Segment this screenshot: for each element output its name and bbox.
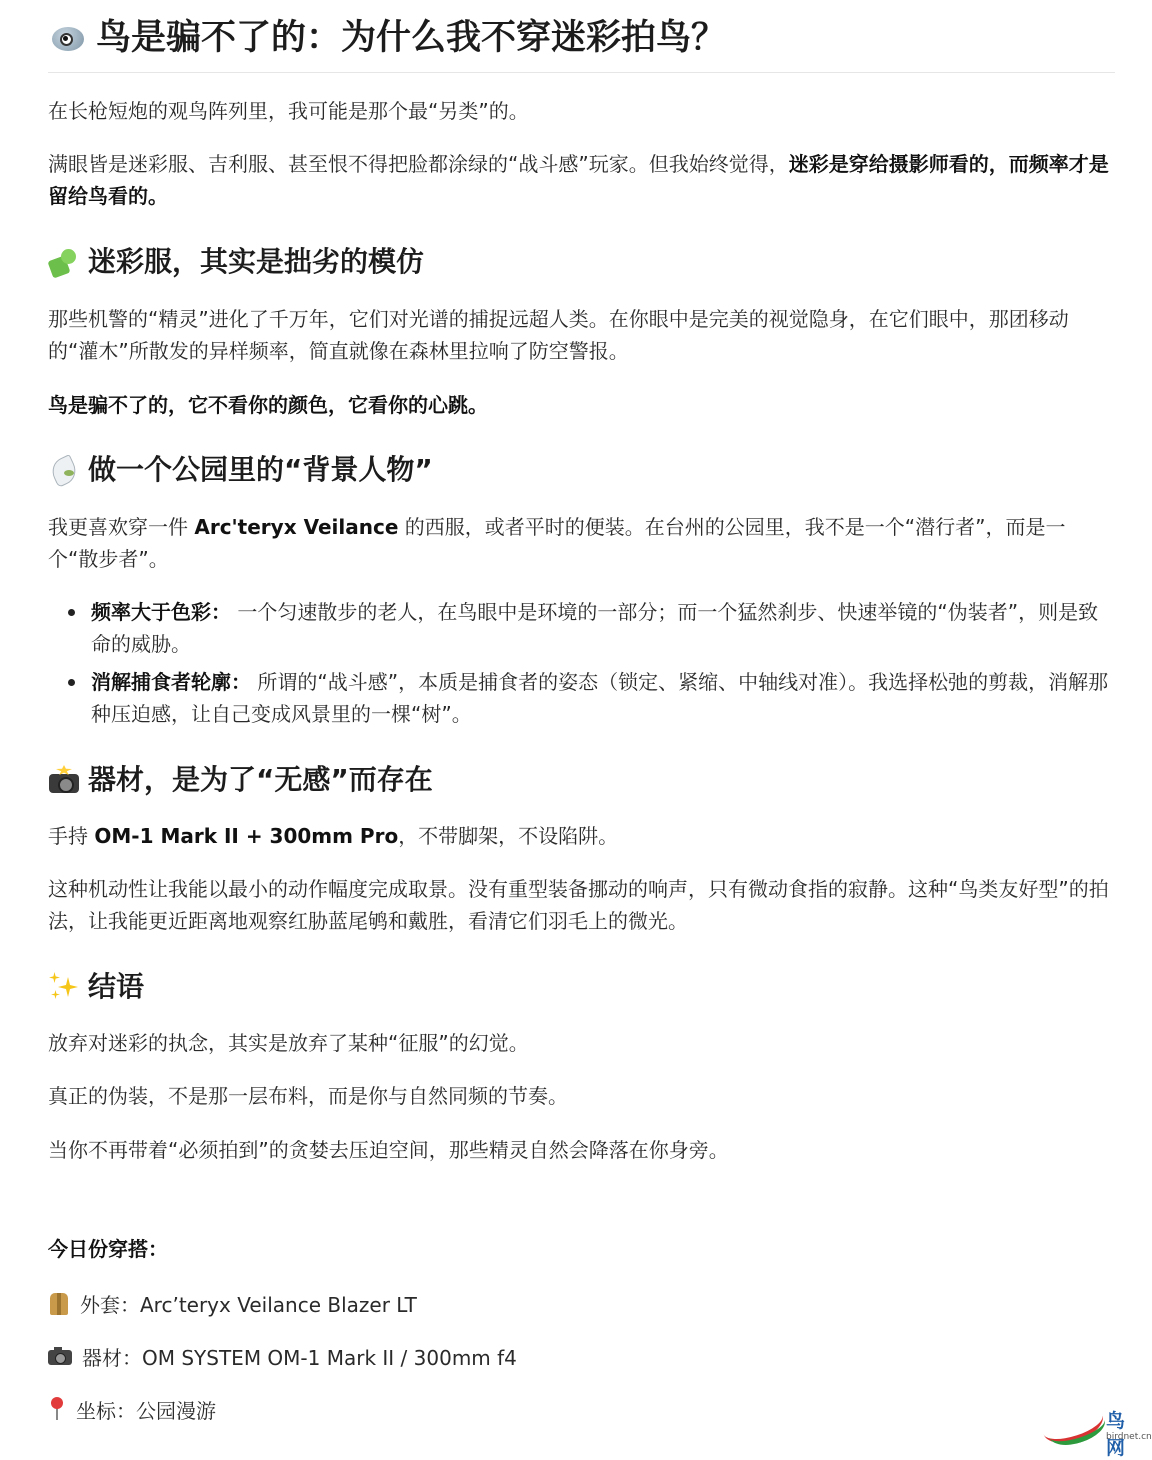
outfit-heading: 今日份穿搭： (48, 1237, 168, 1261)
camera-flash-icon (48, 765, 80, 795)
intro-paragraph-2: 满眼皆是迷彩服、吉利服、甚至恨不得把脸都涂绿的“战斗感”玩家。但我始终觉得，迷彩是穿给摄影师看的，而频率才是留给鸟看的。 (48, 152, 1109, 208)
gear-paragraph-1: 手持 OM-1 Mark II + 300mm Pro，不带脚架，不设陷阱。 (48, 824, 619, 848)
list-item: 频率大于色彩： 一个匀速散步的老人，在鸟眼中是环境的一部分；而一个猛然刹步、快速举镜的“伪装者”，则是致命的威胁。 (48, 596, 1115, 660)
coat-icon (48, 1290, 70, 1316)
intro-paragraph-1: 在长枪短炮的观鸟阵列里，我可能是那个最“另类”的。 (48, 99, 529, 123)
outfit-item-gear: 器材：OM SYSTEM OM-1 Mark II / 300mm f4 (48, 1340, 517, 1372)
puzzle-icon (48, 246, 80, 278)
conclusion-paragraph-2: 真正的伪装，不是那一层布料，而是你与自然同频的节奏。 (48, 1084, 568, 1108)
dove-icon (48, 454, 80, 486)
page-title-text: 鸟是骗不了的：为什么我不穿迷彩拍鸟？ (96, 18, 727, 58)
sparkles-icon (48, 971, 80, 1003)
section-heading-background-person: 做一个公园里的“背景人物” (48, 450, 1115, 490)
pin-icon (48, 1396, 66, 1422)
intro-emphasis: 迷彩是穿给摄影师看的，而频率才是留给鸟看的。 (48, 152, 1109, 208)
conclusion-paragraph-3: 当你不再带着“必须拍到”的贪婪去压迫空间，那些精灵自然会降落在你身旁。 (48, 1138, 729, 1162)
strategy-list (48, 596, 1115, 730)
camera-icon (48, 1346, 72, 1366)
page-title (48, 16, 1115, 73)
outfit-item-coat: 外套：Arc’teryx Veilance Blazer LT (48, 1287, 417, 1319)
conclusion-paragraph-1: 放弃对迷彩的执念，其实是放弃了某种“征服”的幻觉。 (48, 1031, 529, 1055)
section-heading-camouflage: 迷彩服，其实是拙劣的模仿 (48, 242, 1115, 282)
gear-paragraph-2: 这种机动性让我能以最小的动作幅度完成取景。没有重型装备挪动的响声，只有微动食指的寂静。这种“鸟类友好型”的拍法，让我能更近距离地观察红胁蓝尾鸲和戴胜，看清它们羽毛上的微光。 (48, 877, 1109, 933)
birdnet-watermark-logo: 鸟网 birdnet.cn (1040, 1400, 1144, 1446)
list-item: 消解捕食者轮廓： 所谓的“战斗感”，本质是捕食者的姿态（锁定、紧缩、中轴线对准）。我选择松弛的剪裁，消解那种压迫感，让自己变成风景里的一棵“树”。 (48, 666, 1115, 730)
outfit-item-location: 坐标：公园漫游 (48, 1393, 216, 1425)
background-person-paragraph: 我更喜欢穿一件 Arc'teryx Veilance 的西服，或者平时的便装。在台州的公园里，我不是一个“潜行者”，而是一个“散步者”。 (48, 515, 1066, 571)
camouflage-emphasis: 鸟是骗不了的，它不看你的颜色，它看你的心跳。 (48, 393, 488, 417)
camouflage-paragraph: 那些机警的“精灵”进化了千万年，它们对光谱的捕捉远超人类。在你眼中是完美的视觉隐身，在它们眼中，那团移动的“灌木”所散发的异样频率，简直就像在森林里拉响了防空警报。 (48, 307, 1069, 363)
section-heading-conclusion: 结语 (48, 967, 1115, 1007)
bird-icon (48, 23, 86, 53)
section-heading-gear: 器材，是为了“无感”而存在 (48, 760, 1115, 800)
